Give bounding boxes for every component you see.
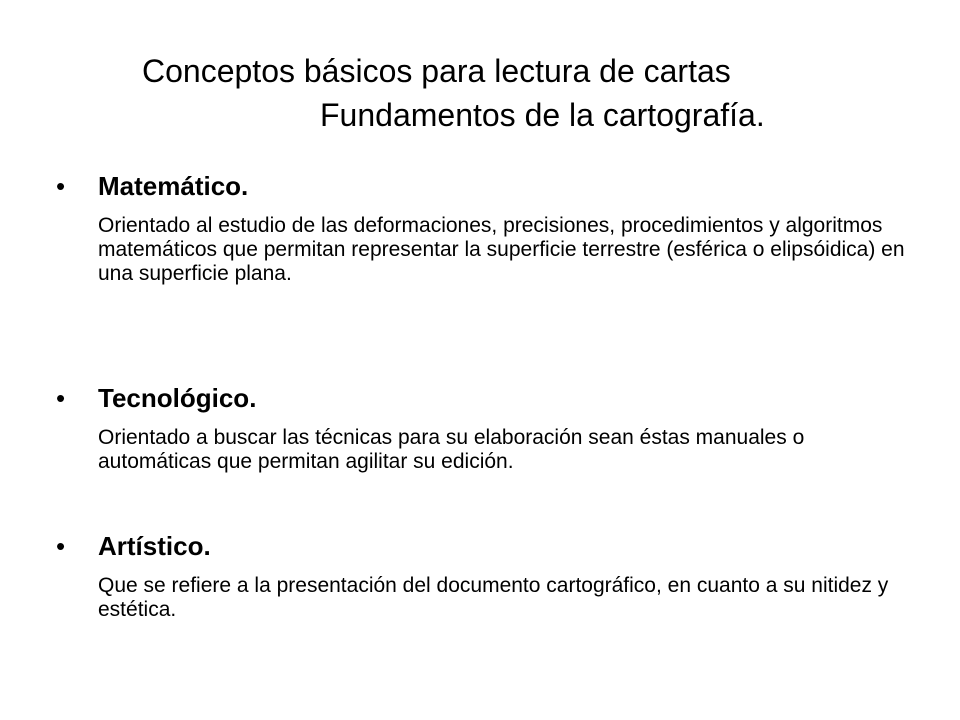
section-heading-row: [56, 170, 916, 202]
section-description: Orientado al estudio de las deformaciones, precisiones, procedimientos y algoritmos matemáticos que permitan representar la superficie terrestre (esférica o elipsóidica) en una superficie plana.: [98, 214, 905, 285]
slide-title-line-2: Fundamentos de la cartografía.: [320, 97, 765, 133]
section-tecnologico: [56, 382, 916, 474]
bullet-icon: •: [56, 531, 66, 561]
slide-title-line-1: Conceptos básicos para lectura de cartas: [142, 53, 731, 89]
section-description: Que se refiere a la presentación del documento cartográfico, en cuanto a su nitidez y estética.: [98, 574, 889, 621]
section-heading: Tecnológico.: [98, 383, 257, 413]
section-heading: Matemático.: [98, 171, 249, 201]
section-heading-row: [56, 530, 916, 562]
bullet-icon: •: [56, 383, 66, 413]
section-artistico: [56, 530, 916, 622]
section-heading: Artístico.: [98, 531, 211, 561]
section-heading-row: [56, 382, 916, 414]
section-description: Orientado a buscar las técnicas para su elaboración sean éstas manuales o automáticas que permitan agilitar su edición.: [98, 426, 805, 473]
section-matematico: [56, 170, 916, 286]
bullet-icon: •: [56, 171, 66, 201]
